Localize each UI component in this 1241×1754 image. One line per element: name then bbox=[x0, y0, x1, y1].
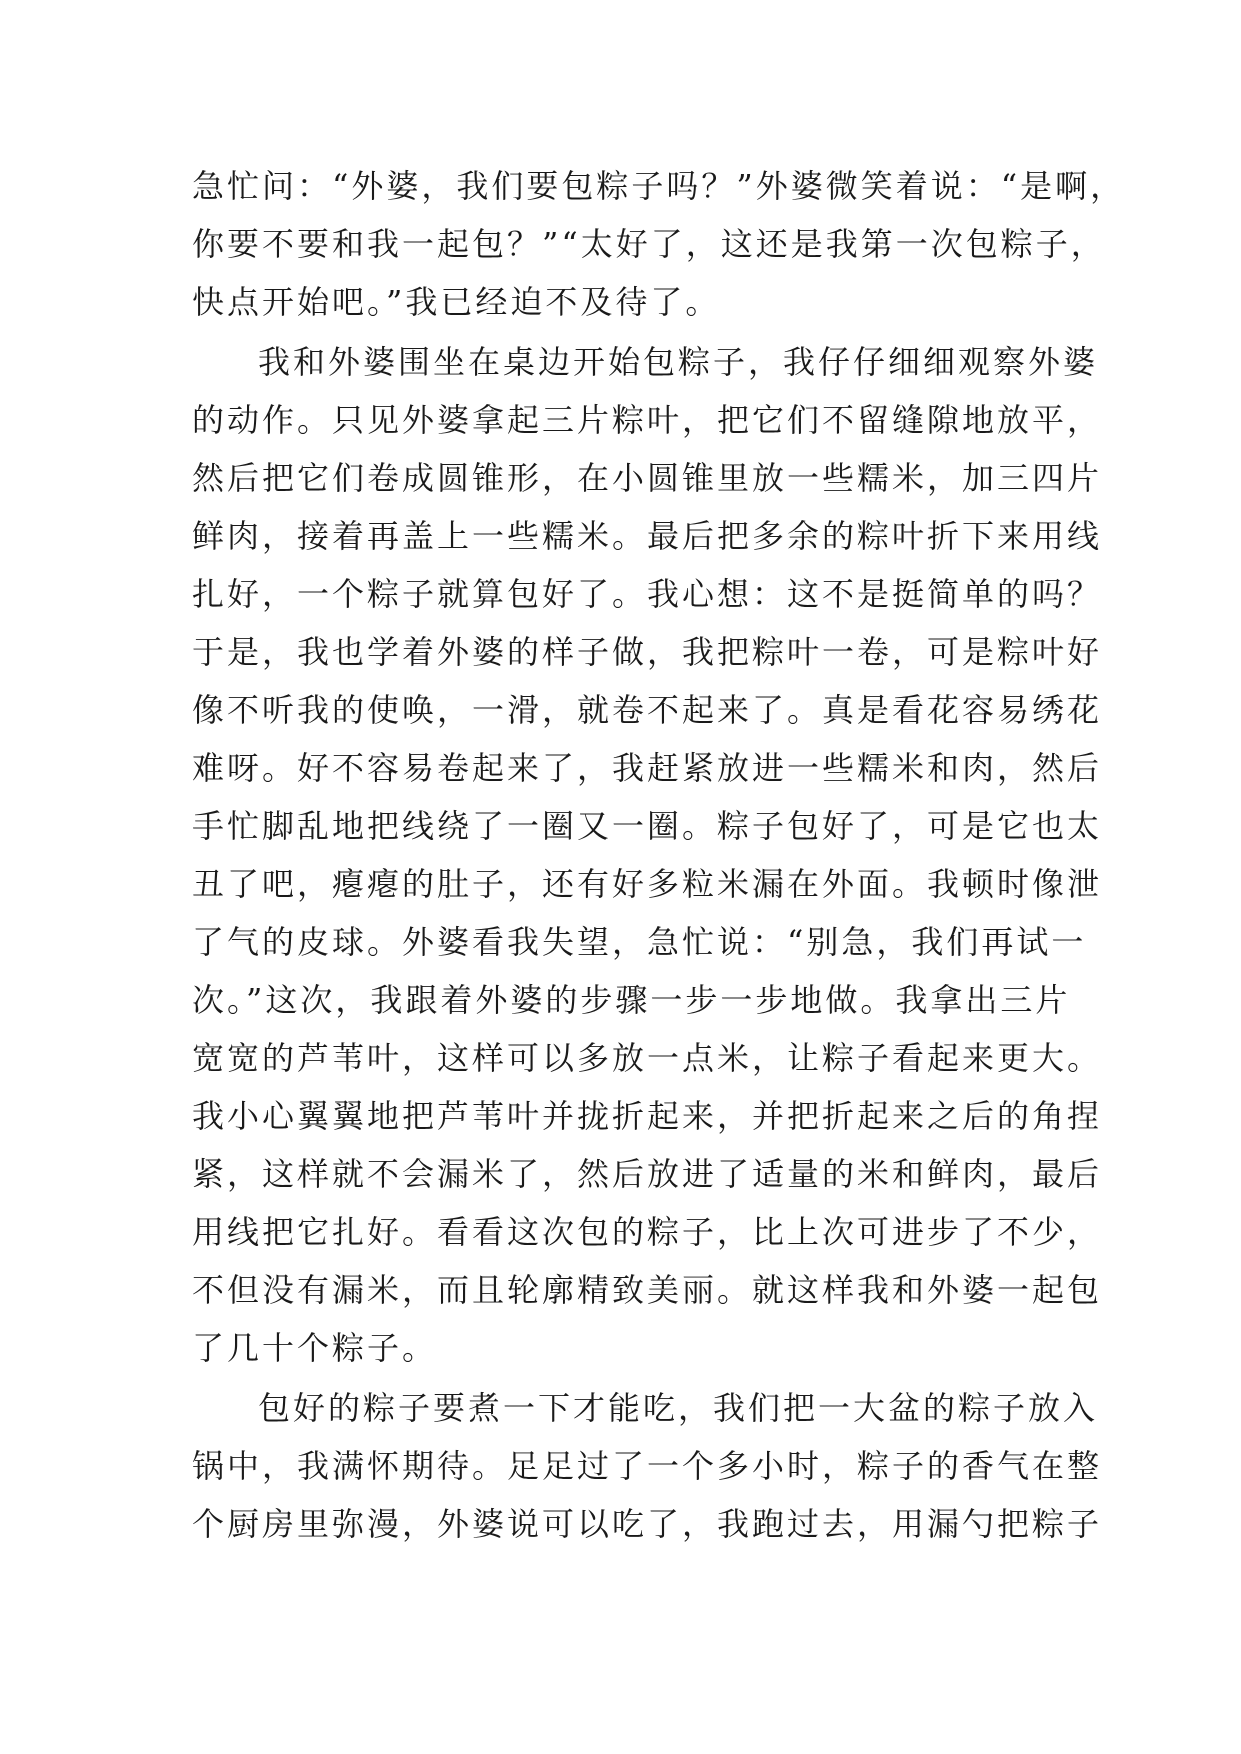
paragraph-1 bbox=[192, 157, 1126, 331]
paragraph-2 bbox=[192, 333, 1103, 1377]
text-line: 了几十个粽子。 bbox=[192, 1329, 438, 1367]
text-line: 手忙脚乱地把线绕了一圈又一圈。粽子包好了，可是它也太 bbox=[192, 807, 1103, 845]
text-line: 于是，我也学着外婆的样子做，我把粽叶一卷，可是粽叶好 bbox=[192, 633, 1103, 671]
text-line: 个厨房里弥漫，外婆说可以吃了，我跑过去，用漏勺把粽子 bbox=[192, 1505, 1103, 1543]
text-line: 然后把它们卷成圆锥形，在小圆锥里放一些糯米，加三四片 bbox=[192, 459, 1103, 497]
text-line: 包好的粽子要煮一下才能吃，我们把一大盆的粽子放入 bbox=[258, 1389, 1099, 1427]
text-line: 用线把它扎好。看看这次包的粽子，比上次可进步了不少， bbox=[192, 1213, 1103, 1251]
text-line: 锅中，我满怀期待。足足过了一个多小时，粽子的香气在整 bbox=[192, 1447, 1103, 1485]
paragraph-3 bbox=[192, 1379, 1103, 1553]
text-line: 不但没有漏米，而且轮廓精致美丽。就这样我和外婆一起包 bbox=[192, 1271, 1103, 1309]
text-line: 急忙问：“外婆，我们要包粽子吗？”外婆微笑着说：“是啊， bbox=[192, 167, 1126, 205]
text-line: 扎好，一个粽子就算包好了。我心想：这不是挺简单的吗？ bbox=[192, 575, 1103, 613]
text-line: 了气的皮球。外婆看我失望，急忙说：“别急，我们再试一 bbox=[192, 923, 1087, 961]
text-line: 你要不要和我一起包？”“太好了，这还是我第一次包粽子， bbox=[192, 225, 1106, 263]
text-line: 难呀。好不容易卷起来了，我赶紧放进一些糯米和肉，然后 bbox=[192, 749, 1103, 787]
text-line: 我小心翼翼地把芦苇叶并拢折起来，并把折起来之后的角捏 bbox=[192, 1097, 1103, 1135]
text-line: 紧，这样就不会漏米了，然后放进了适量的米和鲜肉，最后 bbox=[192, 1155, 1103, 1193]
text-line: 我和外婆围坐在桌边开始包粽子，我仔仔细细观察外婆 bbox=[258, 343, 1099, 381]
text-line: 丑了吧，瘪瘪的肚子，还有好多粒米漏在外面。我顿时像泄 bbox=[192, 865, 1103, 903]
text-line: 快点开始吧。”我已经迫不及待了。 bbox=[192, 283, 721, 321]
text-line: 像不听我的使唤，一滑，就卷不起来了。真是看花容易绣花 bbox=[192, 691, 1103, 729]
essay-body bbox=[192, 157, 1126, 1553]
text-line: 鲜肉，接着再盖上一些糯米。最后把多余的粽叶折下来用线 bbox=[192, 517, 1103, 555]
text-line: 的动作。只见外婆拿起三片粽叶，把它们不留缝隙地放平， bbox=[192, 401, 1103, 439]
text-line: 宽宽的芦苇叶，这样可以多放一点米，让粽子看起来更大。 bbox=[192, 1039, 1103, 1077]
text-line: 次。”这次，我跟着外婆的步骤一步一步地做。我拿出三片 bbox=[192, 981, 1071, 1019]
